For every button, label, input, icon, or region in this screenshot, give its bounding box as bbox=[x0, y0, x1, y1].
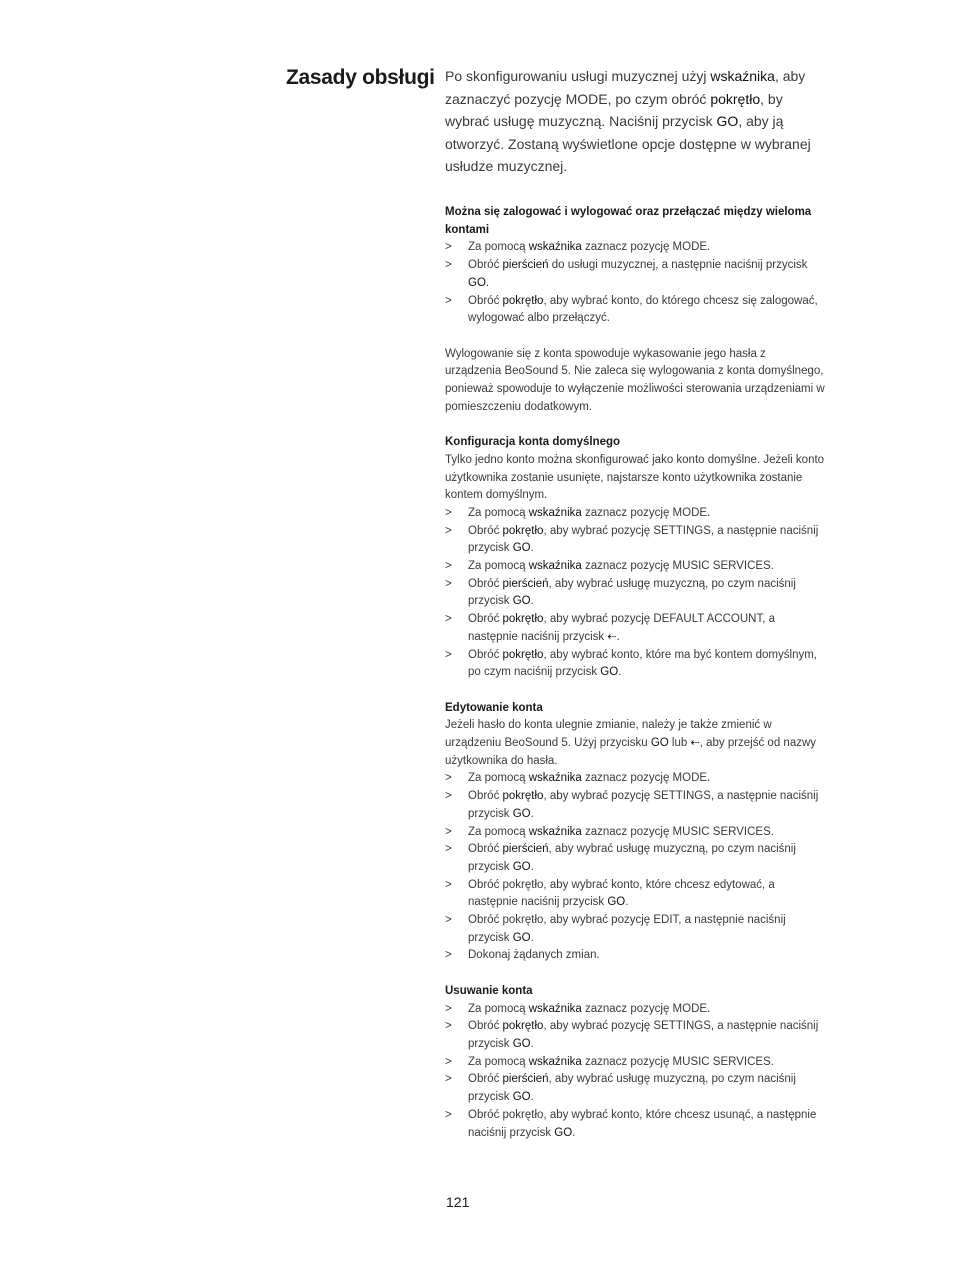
back-arrow-icon: ⇠ bbox=[607, 630, 617, 643]
section-heading: Edytowanie konta bbox=[445, 701, 543, 714]
step-keyword: GO bbox=[512, 542, 531, 555]
section-default-account bbox=[445, 434, 825, 682]
step-text: do usługi muzycznej, a następnie naciśnij przycisk bbox=[548, 259, 808, 272]
intro-keyword: wskaźnika bbox=[710, 68, 775, 84]
step-text: , aby wybrać konto, które ma być kontem domyślnym, po czym naciśnij przycisk bbox=[468, 648, 817, 679]
bullet-arrow: > bbox=[445, 1002, 452, 1015]
main-column bbox=[445, 204, 825, 1142]
bullet-arrow: > bbox=[445, 1073, 452, 1086]
step-keyword: pokrętło bbox=[502, 524, 544, 537]
step-item bbox=[445, 1071, 825, 1106]
step-text: zaznacz pozycję MUSIC SERVICES. bbox=[581, 825, 774, 838]
step-text: . bbox=[530, 595, 534, 608]
bullet-arrow: > bbox=[445, 790, 452, 803]
step-text: Obróć bbox=[468, 843, 503, 856]
step-item bbox=[445, 1001, 825, 1019]
step-text: . bbox=[485, 276, 490, 289]
step-text: Za pomocą bbox=[468, 1055, 529, 1068]
step-text: . bbox=[530, 542, 534, 555]
bullet-arrow: > bbox=[445, 914, 452, 927]
intro-text: , aby zaznaczyć pozycję MODE, po czym obróć bbox=[445, 68, 806, 107]
step-keyword: pierścień bbox=[502, 843, 549, 856]
step-text: zaznacz pozycję MODE. bbox=[581, 772, 711, 785]
step-text: , aby wybrać konto, do którego chcesz się zalogować, wylogować albo przełączyć. bbox=[468, 294, 818, 325]
step-keyword: GO bbox=[600, 666, 619, 679]
para-text: , aby przejść od nazwy użytkownika do hasła. bbox=[445, 737, 817, 767]
step-keyword: wskaźnika bbox=[528, 1002, 582, 1015]
bullet-arrow: > bbox=[445, 825, 452, 838]
step-keyword: pokrętło bbox=[502, 294, 544, 307]
step-keyword: pokrętło bbox=[502, 648, 544, 661]
bullet-arrow: > bbox=[445, 294, 452, 307]
step-text: . bbox=[530, 1091, 534, 1104]
back-arrow-icon: ⇠ bbox=[690, 737, 700, 750]
step-item bbox=[445, 877, 825, 912]
step-text: Obróć bbox=[468, 648, 503, 661]
step-list bbox=[445, 505, 825, 682]
section-delete-account bbox=[445, 983, 825, 1142]
step-list bbox=[445, 1001, 825, 1143]
step-text: Za pomocą bbox=[468, 1002, 529, 1015]
step-item bbox=[445, 523, 825, 558]
step-text: , aby wybrać usługę muzyczną, po czym naciśnij przycisk bbox=[468, 843, 796, 873]
step-text: zaznacz pozycję MUSIC SERVICES. bbox=[581, 1055, 774, 1068]
step-item bbox=[445, 576, 825, 611]
bullet-arrow: > bbox=[445, 560, 452, 573]
step-keyword: GO bbox=[512, 807, 531, 820]
step-keyword: wskaźnika bbox=[528, 1055, 582, 1068]
intro-keyword: pokrętło bbox=[710, 90, 761, 107]
step-list bbox=[445, 770, 825, 965]
step-item bbox=[445, 1107, 825, 1142]
step-text: zaznacz pozycję MUSIC SERVICES. bbox=[581, 560, 774, 573]
step-keyword: GO bbox=[468, 276, 486, 289]
step-text: zaznacz pozycję MODE. bbox=[581, 1002, 711, 1015]
step-text: . bbox=[530, 807, 534, 820]
bullet-arrow: > bbox=[445, 648, 452, 661]
page-title: Zasady obsługi bbox=[286, 66, 435, 89]
step-keyword: wskaźnika bbox=[528, 506, 582, 519]
step-text: . bbox=[618, 666, 622, 679]
step-text: Obróć bbox=[468, 613, 503, 626]
section-paragraph bbox=[445, 717, 825, 770]
step-item bbox=[445, 788, 825, 823]
step-item bbox=[445, 505, 825, 523]
step-keyword: GO bbox=[512, 595, 531, 608]
step-keyword: GO bbox=[512, 860, 531, 873]
step-keyword: pierścień bbox=[502, 259, 549, 272]
step-text: . bbox=[530, 860, 534, 873]
section-heading: Konfiguracja konta domyślnego bbox=[445, 436, 621, 449]
step-text: , aby wybrać usługę muzyczną, po czym naciśnij przycisk bbox=[468, 577, 796, 608]
step-item bbox=[445, 1018, 825, 1053]
step-text: . bbox=[530, 931, 534, 944]
note-paragraph: Wylogowanie się z konta spowoduje wykasowanie jego hasła z urządzenia BeoSound 5. Nie zaleca się wylogowania z konta domyślnego, ponieważ spowoduje to wyłączenie możliwości sterowania urządzeniami w pomieszczeniu dodatkowym. bbox=[445, 347, 825, 413]
step-item bbox=[445, 647, 825, 682]
bullet-arrow: > bbox=[445, 772, 452, 785]
step-text: , aby wybrać pozycję SETTINGS, a następnie naciśnij przycisk bbox=[468, 1020, 819, 1050]
step-text: Obróć bbox=[468, 524, 503, 537]
step-text: , aby wybrać pozycję DEFAULT ACCOUNT, a następnie naciśnij przycisk bbox=[468, 613, 776, 643]
intro-paragraph bbox=[445, 65, 825, 178]
step-text: Obróć pokrętło, aby wybrać pozycję EDIT, a następnie naciśnij przycisk bbox=[468, 914, 786, 944]
step-text: Obróć bbox=[468, 294, 503, 307]
step-text: Za pomocą bbox=[468, 825, 529, 838]
step-keyword: pokrętło bbox=[502, 613, 544, 626]
section-heading: Usuwanie konta bbox=[445, 984, 533, 997]
intro-text: , by wybrać usługę muzyczną. Naciśnij przycisk bbox=[445, 90, 783, 129]
bullet-arrow: > bbox=[445, 577, 452, 590]
intro-text: , aby ją otworzyć. Zostaną wyświetlone opcje dostępne w wybranej usłudze muzycznej. bbox=[445, 113, 811, 174]
step-item bbox=[445, 912, 825, 947]
step-list bbox=[445, 239, 825, 328]
para-text: lub bbox=[668, 737, 691, 750]
step-text: Obróć bbox=[468, 790, 503, 803]
step-text: Za pomocą bbox=[468, 241, 529, 254]
bullet-arrow: > bbox=[445, 1020, 452, 1033]
bullet-arrow: > bbox=[445, 613, 452, 626]
intro-text: Po skonfigurowaniu usługi muzycznej użyj bbox=[445, 68, 711, 84]
bullet-arrow: > bbox=[445, 949, 452, 962]
section-heading: Można się zalogować i wylogować oraz przełączać między wieloma kontami bbox=[445, 206, 812, 236]
step-keyword: GO bbox=[554, 1126, 573, 1139]
step-text: Dokonaj żądanych zmian. bbox=[468, 949, 600, 962]
bullet-arrow: > bbox=[445, 506, 452, 519]
section-login-accounts bbox=[445, 204, 825, 416]
bullet-arrow: > bbox=[445, 259, 452, 272]
step-item bbox=[445, 257, 825, 292]
step-keyword: GO bbox=[512, 1037, 531, 1050]
step-text: . bbox=[572, 1126, 576, 1139]
bullet-arrow: > bbox=[445, 878, 452, 891]
step-keyword: GO bbox=[512, 1091, 531, 1104]
step-item bbox=[445, 611, 825, 646]
bullet-arrow: > bbox=[445, 1055, 452, 1068]
step-keyword: pierścień bbox=[502, 1073, 549, 1086]
intro-keyword: GO bbox=[716, 113, 739, 129]
step-text: Obróć pokrętło, aby wybrać konto, które chcesz edytować, a następnie naciśnij przycisk bbox=[468, 878, 775, 909]
step-text: . bbox=[616, 630, 620, 643]
bullet-arrow: > bbox=[445, 843, 452, 856]
step-text: Za pomocą bbox=[468, 772, 529, 785]
step-keyword: pokrętło bbox=[502, 1020, 544, 1033]
bullet-arrow: > bbox=[445, 241, 452, 254]
step-keyword: GO bbox=[607, 896, 626, 909]
step-keyword: wskaźnika bbox=[528, 772, 582, 785]
step-text: , aby wybrać usługę muzyczną, po czym naciśnij przycisk bbox=[468, 1073, 796, 1104]
step-keyword: wskaźnika bbox=[528, 825, 582, 838]
section-edit-account bbox=[445, 700, 825, 966]
step-text: . bbox=[530, 1037, 534, 1050]
step-text: zaznacz pozycję MODE. bbox=[581, 506, 711, 519]
step-item bbox=[445, 293, 825, 328]
step-item bbox=[445, 947, 825, 965]
step-text: Obróć bbox=[468, 1020, 503, 1033]
step-text: Obróć bbox=[468, 577, 503, 590]
step-text: , aby wybrać pozycję SETTINGS, a następnie naciśnij przycisk bbox=[468, 524, 819, 555]
step-item bbox=[445, 239, 825, 257]
page-number: 121 bbox=[446, 1194, 470, 1210]
step-text: . bbox=[625, 896, 629, 909]
step-item bbox=[445, 770, 825, 788]
step-text: Za pomocą bbox=[468, 506, 529, 519]
step-text: , aby wybrać pozycję SETTINGS, a następnie naciśnij przycisk bbox=[468, 790, 819, 820]
step-keyword: pokrętło bbox=[502, 790, 544, 803]
section-paragraph: Tylko jedno konto można skonfigurować jako konto domyślne. Jeżeli konto użytkownika zostanie usunięte, najstarsze konto użytkownika zostanie kontem domyślnym. bbox=[445, 453, 825, 502]
step-text: Obróć bbox=[468, 259, 503, 272]
step-item bbox=[445, 558, 825, 576]
bullet-arrow: > bbox=[445, 1108, 452, 1121]
step-item bbox=[445, 1054, 825, 1072]
step-keyword: pierścień bbox=[502, 577, 549, 590]
step-item bbox=[445, 824, 825, 842]
para-keyword: GO bbox=[650, 737, 669, 750]
para-text: Jeżeli hasło do konta ulegnie zmianie, należy je także zmienić w urządzeniu BeoSound 5. Użyj przycisku bbox=[445, 719, 772, 750]
bullet-arrow: > bbox=[445, 524, 452, 537]
step-text: zaznacz pozycję MODE. bbox=[581, 241, 711, 254]
step-keyword: wskaźnika bbox=[528, 560, 582, 573]
step-text: Obróć bbox=[468, 1073, 503, 1086]
step-item bbox=[445, 841, 825, 876]
step-text: Obróć pokrętło, aby wybrać konto, które chcesz usunąć, a następnie naciśnij przycisk bbox=[468, 1108, 817, 1139]
step-text: Za pomocą bbox=[468, 560, 529, 573]
step-keyword: wskaźnika bbox=[528, 241, 582, 254]
step-keyword: GO bbox=[512, 931, 531, 944]
